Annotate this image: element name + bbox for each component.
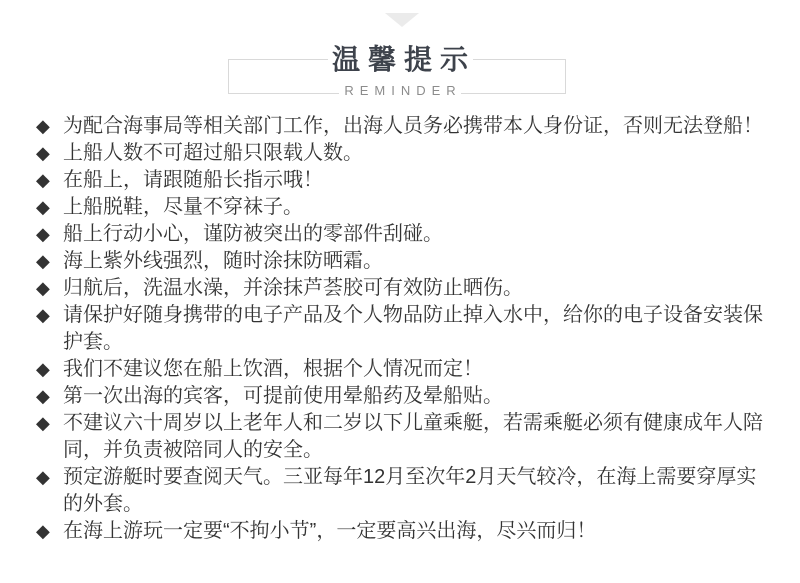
list-item-text: 上船人数不可超过船只限载人数。 [63,142,363,164]
list-item [36,113,765,140]
diamond-bullet-icon: ◆ [36,305,50,325]
list-item-text: 第一次出海的宾客，可提前使用晕船药及晕船贴。 [63,385,503,407]
list-item [36,410,765,464]
list-item-text: 上船脱鞋，尽量不穿袜子。 [63,196,303,218]
diamond-bullet-icon: ◆ [36,116,50,136]
diamond-bullet-icon: ◆ [36,251,50,271]
list-item [36,518,765,545]
page-subtitle: REMINDER [344,83,462,98]
list-item-text: 在海上游玩一定要“不拘小节”，一定要高兴出海，尽兴而归！ [63,520,597,542]
list-item [36,194,765,221]
list-item-text: 为配合海事局等相关部门工作，出海人员务必携带本人身份证，否则无法登船！ [63,115,763,137]
list-item-text: 船上行动小心，谨防被突出的零部件刮碰。 [63,223,443,245]
down-triangle-icon [385,13,419,27]
diamond-bullet-icon: ◆ [36,170,50,190]
list-item [36,275,765,302]
list-item [36,356,765,383]
list-item-text: 在船上，请跟随船长指示哦！ [63,169,323,191]
list-item [36,302,765,356]
list-item [36,167,765,194]
diamond-bullet-icon: ◆ [36,197,50,217]
list-item-text: 请保护好随身携带的电子产品及个人物品防止掉入水中，给你的电子设备安装保护套。 [63,304,763,353]
page-title: 温馨提示 [331,44,476,75]
reminder-list [36,113,765,545]
diamond-bullet-icon: ◆ [36,224,50,244]
list-item [36,248,765,275]
diamond-bullet-icon: ◆ [36,467,50,487]
diamond-bullet-icon: ◆ [36,386,50,406]
diamond-bullet-icon: ◆ [36,278,50,298]
list-item-text: 我们不建议您在船上饮酒，根据个人情况而定！ [63,358,483,380]
list-item-text: 归航后，洗温水澡，并涂抹芦荟胶可有效防止晒伤。 [63,277,523,299]
list-item-text: 预定游艇时要查阅天气。三亚每年12月至次年2月天气较冷，在海上需要穿厚实的外套。 [63,466,757,515]
list-item [36,464,765,518]
diamond-bullet-icon: ◆ [36,521,50,541]
list-item-text: 不建议六十周岁以上老年人和二岁以下儿童乘艇，若需乘艇必须有健康成年人陪同，并负责被陪同人的安全。 [63,412,763,461]
diamond-bullet-icon: ◆ [36,413,50,433]
diamond-bullet-icon: ◆ [36,359,50,379]
list-item [36,140,765,167]
list-item [36,221,765,248]
list-item-text: 海上紫外线强烈，随时涂抹防晒霜。 [63,250,383,272]
list-item [36,383,765,410]
diamond-bullet-icon: ◆ [36,143,50,163]
